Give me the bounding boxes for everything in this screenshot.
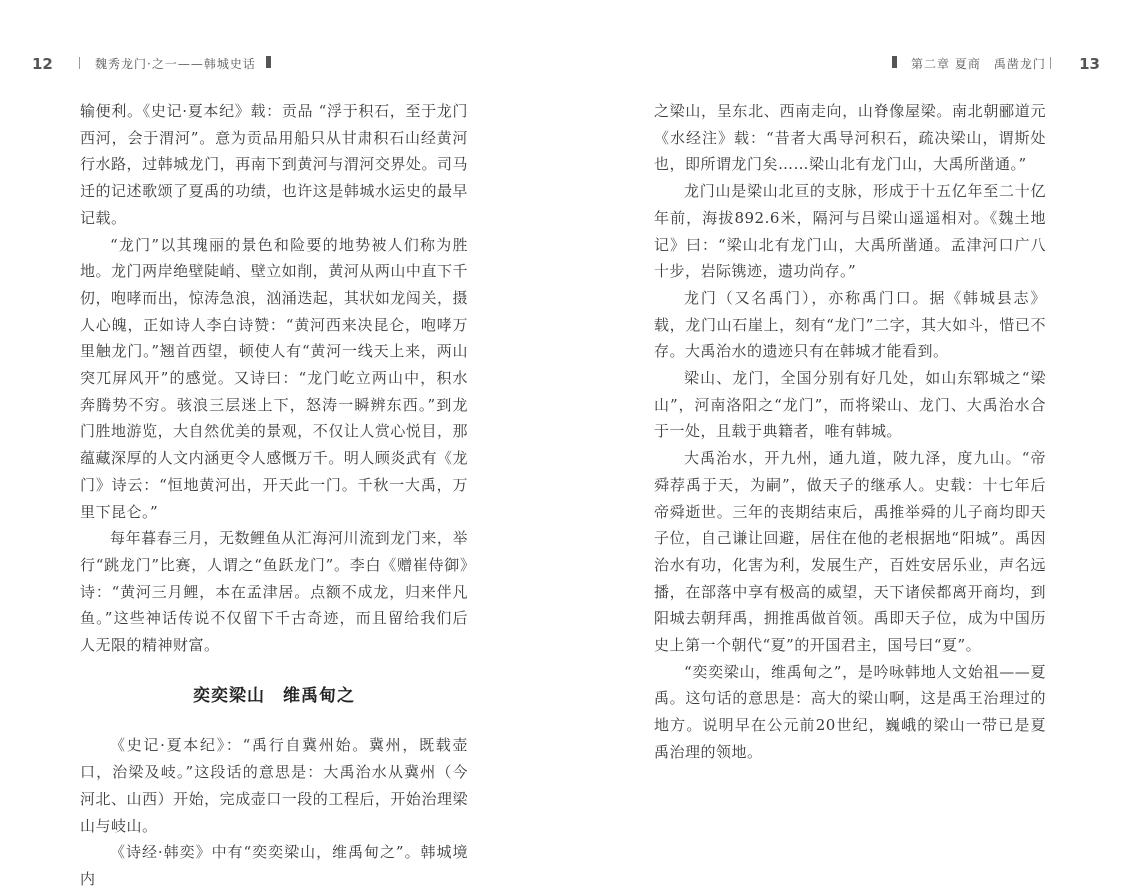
paragraph: 龙门（又名禹门），亦称禹门口。据《韩城县志》载，龙门山石崖上，刻有“龙门”二字，其大如斗，惜已不存。大禹治水的遗迹只有在韩城才能看到。 [654, 288, 1046, 361]
paragraph: 大禹治水，开九州，通九道，陂九泽，度九山。“帝舜荐禹于天，为嗣”，做天子的继承人。史载：十七年后帝舜逝世。三年的丧期结束后，禹推举舜的儿子商均即天子位，自己谦让回避，居住在他的老根据地“阳城”。禹因治水有功，化害为利，发展生产，百姓安居乐业，声名远播，在部落中享有极高的威望，天下诸侯都离开商均，到阳城去朝拜禹，拥推禹做首领。禹即天子位，成为中国历史上第一个朝代“夏”的开国君主，国号曰“夏”。 [654, 449, 1046, 655]
page-number: 13 [1079, 55, 1100, 73]
left-page-header [0, 52, 566, 76]
running-head: 第二章 夏商 禹凿龙门 [911, 57, 1046, 71]
left-page-body [80, 98, 468, 893]
running-head: 魏秀龙门·之一——韩城史话 [95, 57, 256, 71]
paragraph: 梁山、龙门，全国分别有好几处，如山东郓城之“梁山”，河南洛阳之“龙门”，而将梁山、龙门、大禹治水合于一处，且载于典籍者，唯有韩城。 [654, 369, 1046, 441]
paragraph: “龙门”以其瑰丽的景色和险要的地势被人们称为胜地。龙门两岸绝壁陡峭、壁立如削，黄河从两山中直下千仞，咆哮而出，惊涛急浪，汹涌迭起，其状如龙闯关，摄人心魄，正如诗人李白诗赞：“黄河西来决昆仑，咆哮万里触龙门。”翘首西望，顿使人有“黄河一线天上来，两山突兀屏风开”的感觉。又诗曰：“龙门屹立两山中，积水奔腾势不穷。骇浪三层迷上下，怒涛一瞬辨东西。”到龙门胜地游览，大自然优美的景观，不仅让人赏心悦目，那蕴藏深厚的人文内涵更令人感慨万千。明人顾炎武有《龙门》诗云：“恒地黄河出，开天此一门。千秋一大禹，万里下昆仑。” [80, 235, 468, 521]
header-separator [1050, 57, 1051, 69]
paragraph: 《史记·夏本纪》：“禹行自冀州始。冀州，既载壶口，治梁及岐。”这段话的意思是：大禹治水从冀州（今河北、山西）开始，完成壶口一段的工程后，开始治理梁山与岐山。 [80, 736, 468, 835]
paragraph: 《诗经·韩奕》中有“奕奕梁山，维禹甸之”。韩城境内 [80, 843, 468, 888]
right-page-header [566, 52, 1132, 76]
right-page-body [654, 98, 1046, 766]
paragraph: 输便利。《史记·夏本纪》载：贡品 “浮于积石，至于龙门西河，会于渭河”。意为贡品用船只从甘肃积石山经黄河行水路，过韩城龙门，再南下到黄河与渭河交界处。司马迁的记述歌颂了夏禹的功绩，也许这是韩城水运史的最早记载。 [80, 102, 468, 227]
left-page [0, 0, 566, 888]
header-block-mark [266, 56, 271, 68]
header-separator [79, 57, 80, 69]
paragraph: 之梁山，呈东北、西南走向，山脊像屋梁。南北朝郦道元《水经注》载：“昔者大禹导河积石，疏决梁山，谓斯处也，即所谓龙门矣……梁山北有龙门山，大禹所凿通。” [654, 102, 1046, 174]
paragraph: 龙门山是梁山北亘的支脉，形成于十五亿年至二十亿年前，海拔892.6米，隔河与吕梁山遥遥相对。《魏土地记》曰：“梁山北有龙门山，大禹所凿通。孟津河口广八十步，岩际镌迹，遗功尚存。” [654, 182, 1046, 281]
right-page [566, 0, 1132, 799]
section-title: 奕奕梁山 维禹甸之 [193, 685, 355, 706]
paragraph: “奕奕梁山，维禹甸之”，是吟咏韩地人文始祖——夏禹。这句话的意思是：高大的梁山啊，这是禹王治理过的地方。说明早在公元前20世纪，巍峨的梁山一带已是夏禹治理的领地。 [654, 662, 1046, 761]
paragraph: 每年暮春三月，无数鲤鱼从汇海河川流到龙门来，举行“跳龙门”比赛，人谓之“鱼跃龙门”。李白《赠崔侍御》诗：“黄河三月鲤，本在孟津居。点额不成龙，归来伴凡鱼。”这些神话传说不仅留下千古奇迹，而且留给我们后人无限的精神财富。 [80, 529, 468, 655]
page-number: 12 [32, 55, 53, 73]
header-block-mark [892, 56, 897, 68]
